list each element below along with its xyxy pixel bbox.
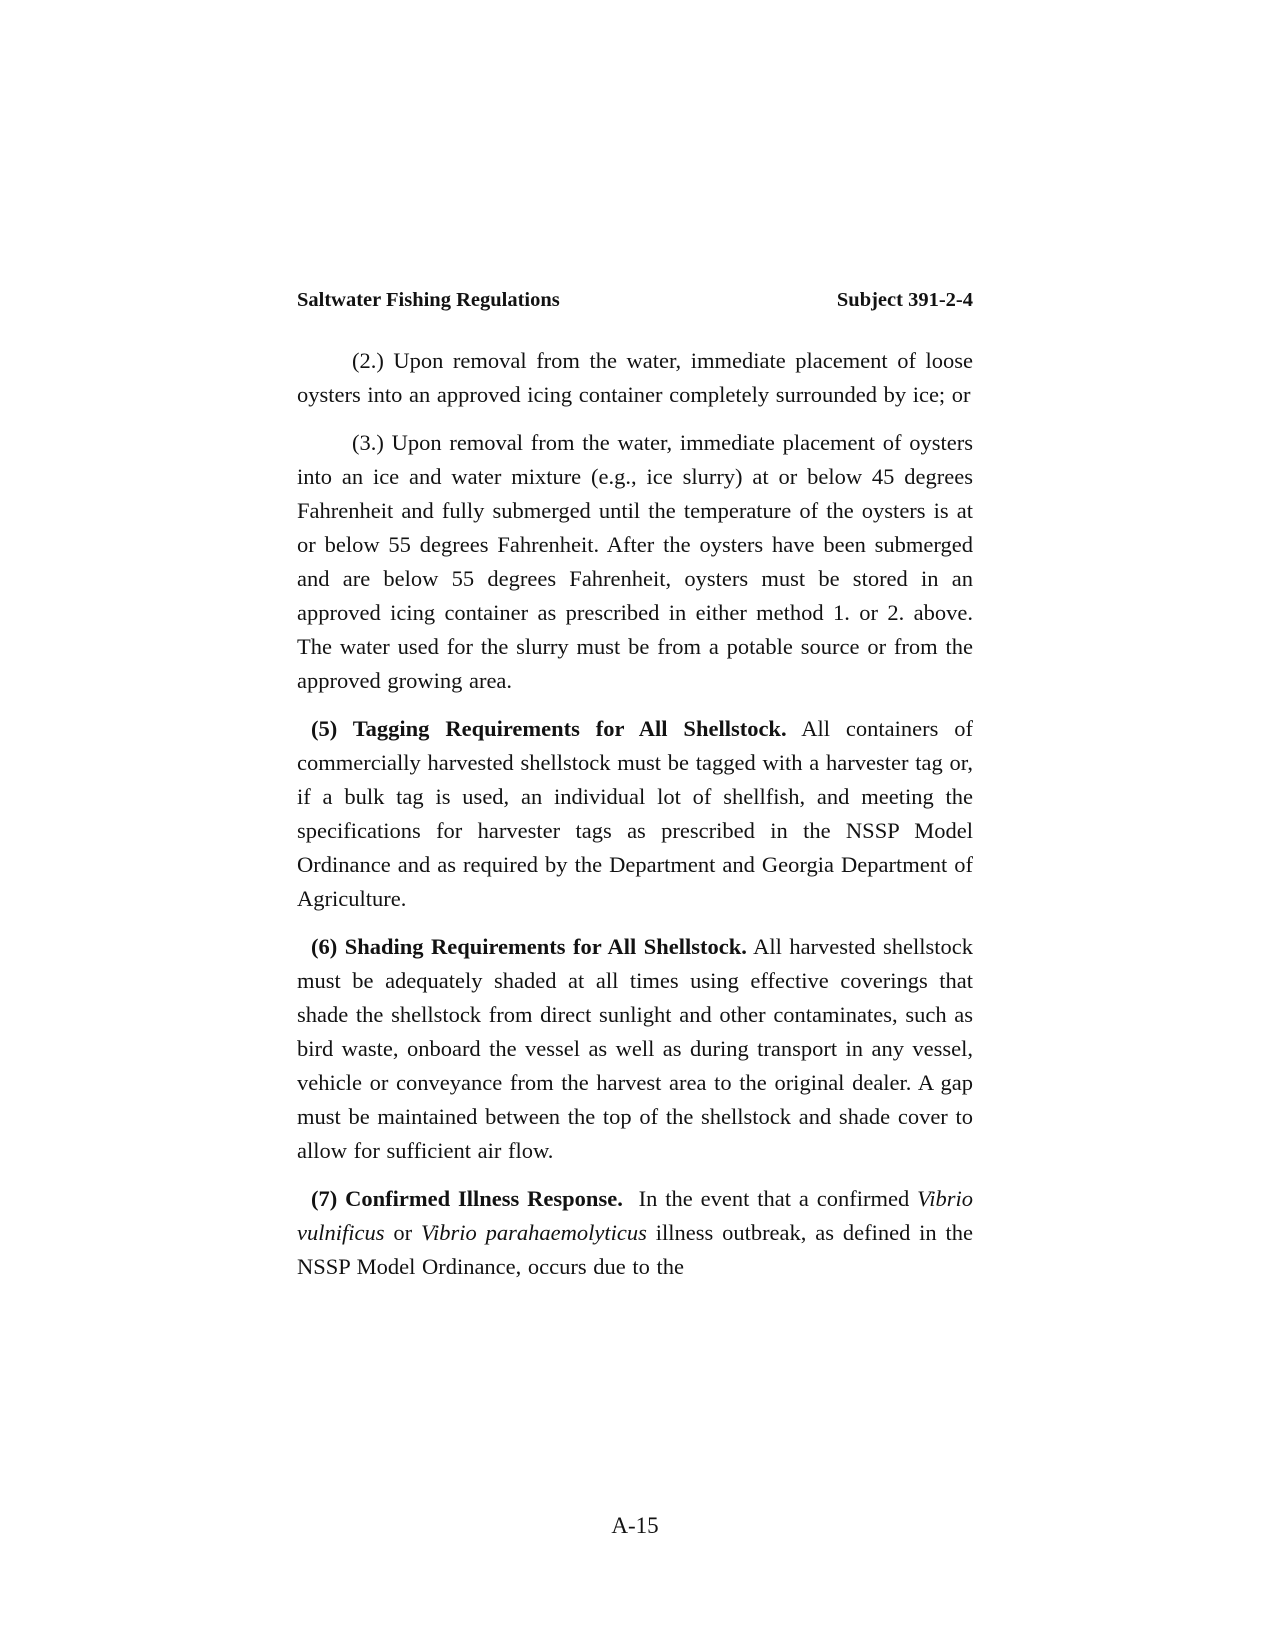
text-segment-normal: (2.) Upon removal from the water, immediate placement of loose oysters into an approved icing container completely surrounded by ice; or (297, 348, 973, 407)
text-segment-normal: All harvested shellstock must be adequately shaded at all times using effective coverings that shade the shellstock from direct sunlight and other contaminates, such as bird waste, onboard the vessel as well as during transport in any vessel, vehicle or conveyance from the harvest area to the original dealer. A gap must be maintained between the top of the shellstock and shade cover to allow for sufficient air flow. (297, 934, 973, 1163)
paragraph-3 (297, 426, 973, 698)
paragraph-5-tagging-requirements (297, 712, 973, 916)
paragraph-2 (297, 344, 973, 412)
text-segment-normal: All containers of commercially harvested shellstock must be tagged with a harvester tag or, if a bulk tag is used, an individual lot of shellfish, and meeting the specifications for harvester tags as prescribed in the NSSP Model Ordinance and as required by the Department and Georgia Department of Agriculture. (297, 716, 973, 911)
text-segment-normal: or (384, 1220, 421, 1245)
body-paragraphs (297, 344, 973, 1284)
page-footer (297, 1511, 973, 1541)
paragraph-6-shading-requirements (297, 930, 973, 1168)
text-segment-italic: Vibrio parahaemolyticus (420, 1220, 647, 1245)
paragraph-7-confirmed-illness-response (297, 1182, 973, 1284)
text-segment-bold: (7) Confirmed Illness Response. (311, 1186, 623, 1211)
header-subject-number: Subject 391-2-4 (836, 289, 973, 311)
text-segment-bold: (5) Tagging Requirements for All Shellstock. (311, 716, 787, 741)
text-segment-normal: (3.) Upon removal from the water, immediate placement of oysters into an ice and water mixture (e.g., ice slurry) at or below 45 degrees Fahrenheit and fully submerged until the temperature of the oysters is at or below 55 degrees Fahrenheit. After the oysters have been submerged and are below 55 degrees Fahrenheit, oysters must be stored in an approved icing container as prescribed in either method 1. or 2. above. The water used for the slurry must be from a potable source or from the approved growing area. (297, 430, 973, 693)
header-document-title: Saltwater Fishing Regulations (297, 289, 560, 311)
text-segment-bold: (6) Shading Requirements for All Shellstock. (311, 934, 747, 959)
page-number: A-15 (611, 1513, 659, 1538)
text-segment-normal: In the event that a confirmed (622, 1186, 918, 1211)
text-block (297, 288, 973, 1298)
text-segment-italic: Vibrio vulnificus (297, 1186, 973, 1245)
text-segment-normal: illness outbreak, as defined in the NSSP Model Ordinance, occurs due to the (297, 1220, 974, 1279)
page-header (297, 288, 973, 312)
